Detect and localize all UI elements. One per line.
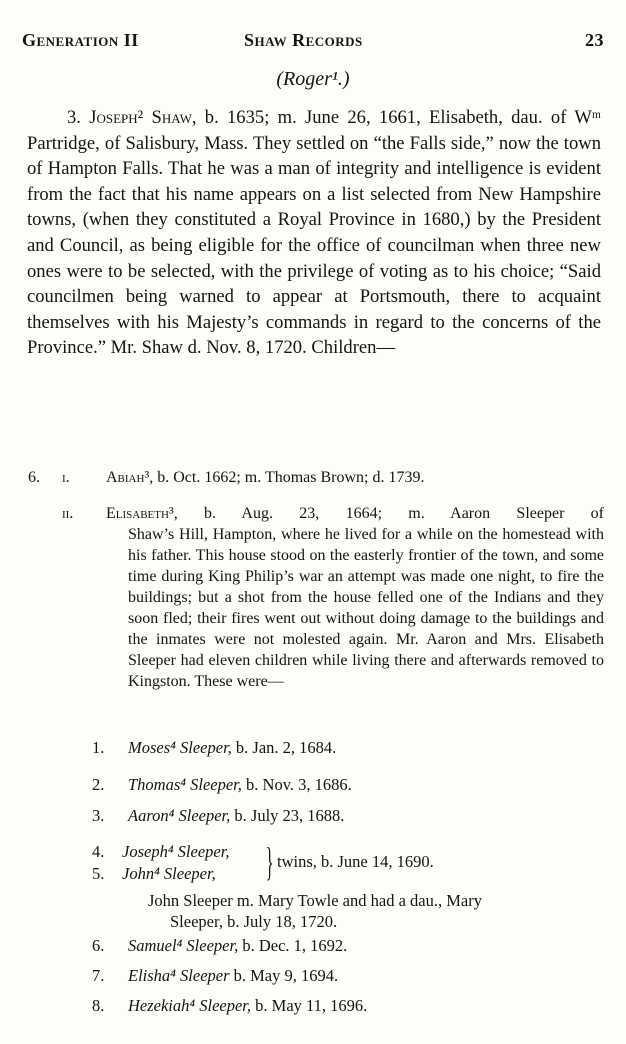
list-item-name: Elisha⁴ Sleeper [128,966,230,985]
entry-text: Shaw’s Hill, Hampton, where he lived for a while on the homestead with his father. This house stood on the easterly frontier of the town, and some time during King Philip’s war an attempt was made one night, to fire the buildings; but a shot from the house felled one of the Indians and they soon fled; their fires went out without doing damage to the buildings and the inmates were not molested again. Mr. Aaron and Mrs. Elisabeth Sleeper had eleven children while living there and afterwards removed to Kingston. These were— [128,526,604,690]
list-item-name: Aaron⁴ Sleeper, [128,806,231,825]
brace-icon: } [265,839,274,884]
list-item-text: b. May 9, 1694. [233,966,339,985]
list-item-text: b. July 23, 1688. [234,806,345,825]
running-header [22,30,604,52]
twins-entry [0,839,626,892]
list-item-text: b. Dec. 1, 1692. [242,936,348,955]
list-item [0,996,626,1018]
entry-name: Elisabeth³, [106,505,178,522]
twins-text: twins, b. June 14, 1690. [277,852,434,871]
entry-text: b. Oct. 1662; m. Thomas Brown; d. 1739. [157,469,425,486]
list-item-number: 5. [92,864,105,883]
list-item-text: b. Nov. 3, 1686. [246,775,352,794]
list-item-name: Hezekiah⁴ Sleeper, [128,996,252,1015]
note-paragraph [148,890,604,932]
header-title: Shaw Records [244,30,363,50]
entry-roman: ii. [62,505,74,522]
list-item-number: 2. [92,775,105,794]
section-subhead: (Roger¹.) [276,68,350,90]
list-item-name: Moses⁴ Sleeper, [128,738,232,757]
list-item-name: Thomas⁴ Sleeper, [128,775,242,794]
note-line: John Sleeper m. Mary Towle and had a dau., Mary [148,891,482,910]
list-item [0,806,626,828]
list-item [0,936,626,958]
main-entry [27,105,601,361]
header-generation: Generation II [22,30,139,50]
main-entry-paragraph [27,105,601,361]
note-line: Sleeper, b. July 18, 1720. [170,912,338,931]
list-item-name: Samuel⁴ Sleeper, [128,936,239,955]
list-item [0,775,626,797]
main-entry-name: Joseph² Shaw, [89,107,197,128]
page-number: 23 [585,30,604,50]
list-item-number: 7. [92,966,105,985]
main-entry-number: 3. [67,107,81,128]
list-item [0,738,626,760]
list-item-number: 1. [92,738,105,757]
entry-number: 6. [28,469,40,486]
list-item-name: Joseph⁴ Sleeper, [122,842,230,861]
list-item-number: 6. [92,936,105,955]
entry-roman: i. [62,469,70,486]
entry-first-line: b. Aug. 23, 1664; m. Aaron Sleeper of [204,505,605,522]
list-item-name: John⁴ Sleeper, [122,864,216,883]
list-item-number: 4. [92,842,105,861]
main-entry-text: b. 1635; m. June 26, 1661, Elisabeth, dau. of Wᵐ Partridge, of Salisbury, Mass. They settled on “the Falls side,” now the town of Hampton Falls. That he was a man of integrity and intelligence is evident from the fact that his name appears on a list selected from New Hampshire towns, (when they constituted a Royal Province in 1680,) by the President and Council, as being eligible for the office of councilman when three new ones were to be selected, with the privilege of voting as to his choice; “Said councilmen being warned to appear at Portsmouth, there to acquaint themselves with his Majesty’s commands in regard to the concerns of the Province.” Mr. Shaw d. Nov. 8, 1720. Children— [27,107,601,359]
list-item-number: 3. [92,806,105,825]
list-item-text: b. May 11, 1696. [255,996,368,1015]
list-item-text: b. Jan. 2, 1684. [235,738,337,757]
list-item-number: 8. [92,996,105,1015]
entry-name: Abiah³, [106,469,154,486]
list-item [0,966,626,988]
